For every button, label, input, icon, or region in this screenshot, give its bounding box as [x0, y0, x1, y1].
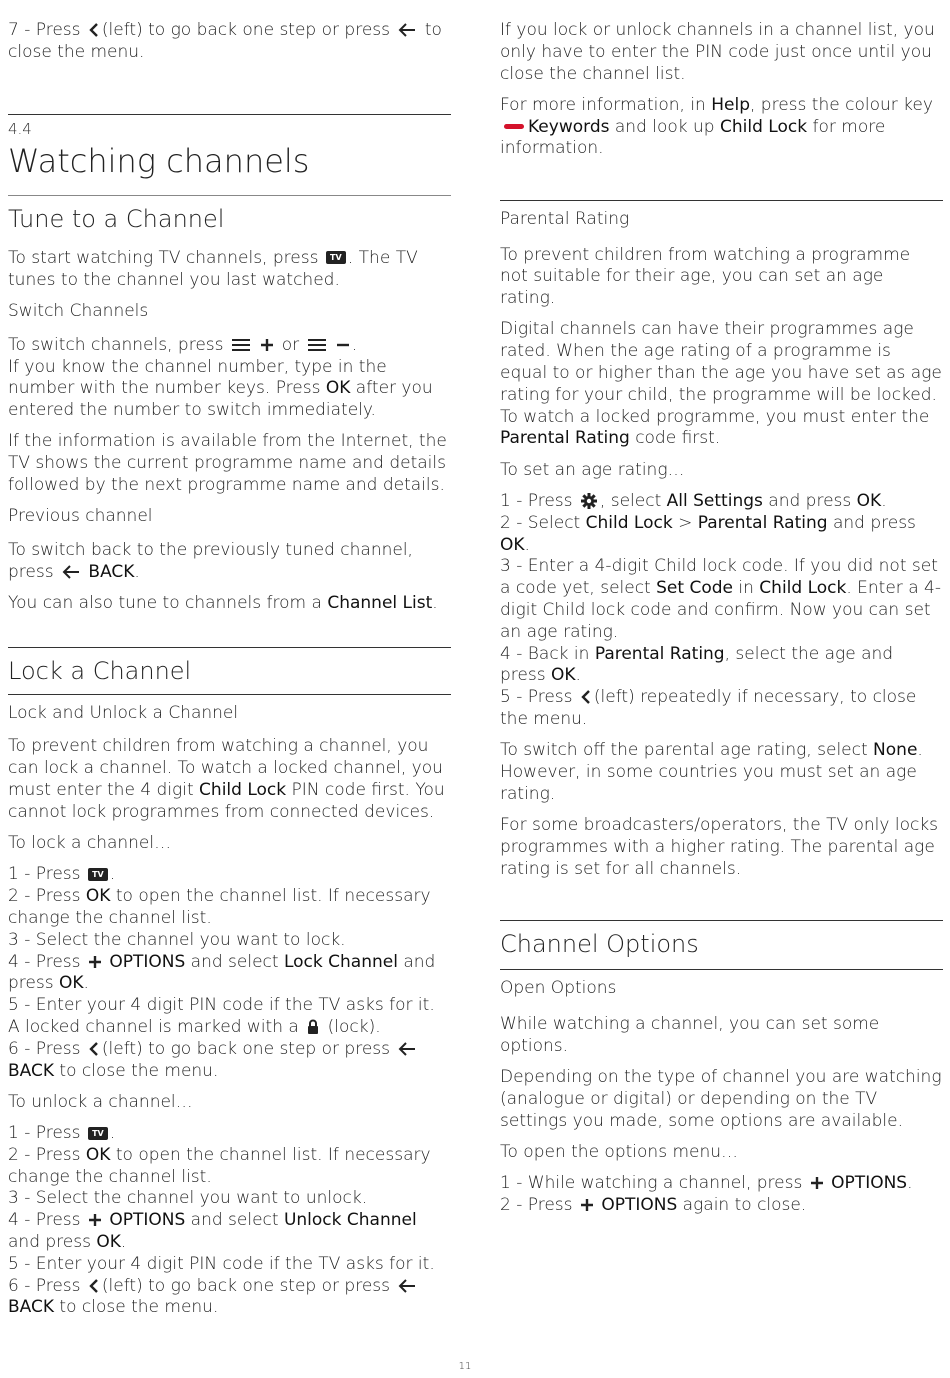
- paragraph-to-open: To open the options menu…: [500, 1141, 739, 1162]
- chevron-left-icon: [581, 690, 591, 704]
- plus-icon: [581, 1199, 593, 1211]
- page-number: 11: [458, 1361, 472, 1372]
- left-column: [8, 20, 451, 1329]
- paragraph-previous-channel: To switch back to the previously tuned channel, press BACK.: [8, 540, 413, 582]
- tv-icon: TV: [88, 868, 108, 881]
- chevron-left-icon: [89, 1042, 99, 1056]
- section-rule: [8, 114, 451, 115]
- section-rule: [500, 200, 943, 201]
- list-item: 1 - While watching a channel, press OPTIONS.: [500, 1173, 913, 1194]
- arrow-left-icon: [398, 23, 416, 37]
- list-item: 5 - Press (left) repeatedly if necessary, to close the menu.: [500, 687, 917, 730]
- options-steps: [500, 1173, 943, 1217]
- heading-lock-a-channel: Lock a Channel: [8, 656, 192, 685]
- list-item: 2 - Press OPTIONS again to close.: [500, 1194, 807, 1215]
- gear-icon: [581, 493, 597, 509]
- list-icon: [308, 339, 326, 351]
- chevron-left-icon: [89, 23, 99, 37]
- list-item: 2 - Select Child Lock > Parental Rating and press OK.: [500, 512, 916, 555]
- paragraph-more-info: For more information, in Help, press the colour key Keywords and look up Child Lock for more information.: [500, 94, 933, 159]
- list-item: 1 - Press TV .: [8, 864, 116, 885]
- paragraph-start-watching: To start watching TV channels, press TV . The TV tunes to the channel you last watched.: [8, 247, 418, 290]
- unlock-steps: [8, 1123, 451, 1319]
- list-item: 3 - Select the channel you want to lock.: [8, 929, 346, 950]
- arrow-left-icon: [62, 565, 80, 579]
- paragraph-to-lock: To lock a channel…: [8, 833, 172, 854]
- page-title: Watching channels: [8, 141, 310, 180]
- list-item: 5 - Enter your 4 digit PIN code if the TV asks for it.: [8, 1253, 435, 1274]
- list-item: 3 - Enter a 4-digit Child lock code. If you did not set a code yet, select Set Code in Child Lock. Enter a 4-digit Child lock code and confirm. Now you can set an age rating.: [500, 556, 941, 642]
- paragraph-top-step: 7 - Press (left) to go back one step or press to close the menu.: [8, 20, 442, 62]
- tv-icon: TV: [326, 251, 346, 264]
- paragraph-broadcasters: For some broadcasters/operators, the TV only locks programmes with a higher rating. The parental age rating is set for all channels.: [500, 815, 939, 879]
- list-item: 3 - Select the channel you want to unlock.: [8, 1188, 368, 1209]
- heading-parental-rating: Parental Rating: [500, 208, 630, 229]
- list-icon: [232, 339, 250, 351]
- right-column: [500, 20, 943, 1226]
- section-number: 4.4: [8, 120, 32, 139]
- minus-icon: [337, 339, 349, 351]
- heading-previous-channel: Previous channel: [8, 506, 153, 527]
- lock-icon: [307, 1019, 319, 1034]
- paragraph-lock-info: If you lock or unlock channels in a channel list, you only have to enter the PIN code just once until you close the channel list.: [500, 20, 935, 84]
- plus-icon: [811, 1177, 823, 1189]
- paragraph-channel-list: You can also tune to channels from a Channel List.: [8, 593, 438, 614]
- tv-icon: TV: [88, 1127, 108, 1140]
- parental-steps: [500, 491, 943, 731]
- section-rule: [8, 647, 451, 648]
- paragraph-options-depending: Depending on the type of channel you are watching (analogue or digital) or depending on the TV settings you made, some options are available.: [500, 1066, 942, 1131]
- paragraph-options-intro: While watching a channel, you can set some options.: [500, 1013, 880, 1056]
- plus-icon: [89, 1214, 101, 1226]
- list-item: 6 - Press (left) to go back one step or press BACK to close the menu.: [8, 1276, 451, 1320]
- list-item: 1 - Press , select All Settings and press OK.: [500, 491, 887, 512]
- list-item: 5 - Enter your 4 digit PIN code if the TV asks for it. A locked channel is marked with a (lock).: [8, 995, 435, 1037]
- heading-open-options: Open Options: [500, 978, 617, 999]
- paragraph-parental-intro: To prevent children from watching a programme not suitable for their age, you can set an age rating.: [500, 244, 911, 309]
- list-item: 4 - Press OPTIONS and select Unlock Channel and press OK.: [8, 1210, 417, 1253]
- paragraph-parental-digital: Digital channels can have their programmes age rated. When the age rating of a programme is equal to or higher than the age you have set as age rating for your child, the programme will be locked. To watch a locked programme, you must enter the Parental Rating code first.: [500, 319, 942, 449]
- list-item: 1 - Press TV .: [8, 1123, 116, 1144]
- chevron-left-icon: [89, 1279, 99, 1293]
- paragraph-to-set: To set an age rating…: [500, 459, 685, 480]
- list-item: 6 - Press (left) to go back one step or press BACK to close the menu.: [8, 1039, 451, 1083]
- arrow-left-icon: [398, 1042, 416, 1056]
- list-item: 4 - Press OPTIONS and select Lock Channel and press OK.: [8, 951, 436, 994]
- paragraph-switch-channels: To switch channels, press or . If you know the channel number, type in the number with the number keys. Press OK after you entered the number to switch immediately.: [8, 334, 433, 421]
- heading-lock-unlock: Lock and Unlock a Channel: [8, 702, 239, 723]
- heading-rule: [500, 969, 943, 970]
- paragraph-switch-off: To switch off the parental age rating, select None. However, in some countries you must set an age rating.: [500, 740, 923, 804]
- list-item: 2 - Press OK to open the channel list. If necessary change the channel list.: [8, 886, 431, 928]
- section-rule: [500, 920, 943, 921]
- lock-steps: [8, 864, 451, 1082]
- paragraph-internet-info: If the information is available from the Internet, the TV shows the current programme name and details followed by the next programme name and details.: [8, 431, 447, 496]
- heading-channel-options: Channel Options: [500, 930, 699, 959]
- list-item: 4 - Back in Parental Rating, select the age and press OK.: [500, 643, 894, 686]
- heading-switch-channels: Switch Channels: [8, 300, 149, 321]
- heading-rule: [8, 195, 451, 196]
- plus-icon: [89, 956, 101, 968]
- heading-rule: [8, 694, 451, 695]
- paragraph-to-unlock: To unlock a channel…: [8, 1091, 193, 1112]
- paragraph-lock-intro: To prevent children from watching a channel, you can lock a channel. To watch a locked channel, you must enter the 4 digit Child Lock PIN code first. You cannot lock programmes from connected devices.: [8, 736, 445, 822]
- arrow-left-icon: [398, 1279, 416, 1293]
- heading-tune-to-a-channel: Tune to a Channel: [8, 204, 225, 233]
- list-item: 2 - Press OK to open the channel list. If necessary change the channel list.: [8, 1144, 431, 1187]
- red-colour-key-icon: [504, 124, 524, 129]
- plus-icon: [261, 339, 273, 351]
